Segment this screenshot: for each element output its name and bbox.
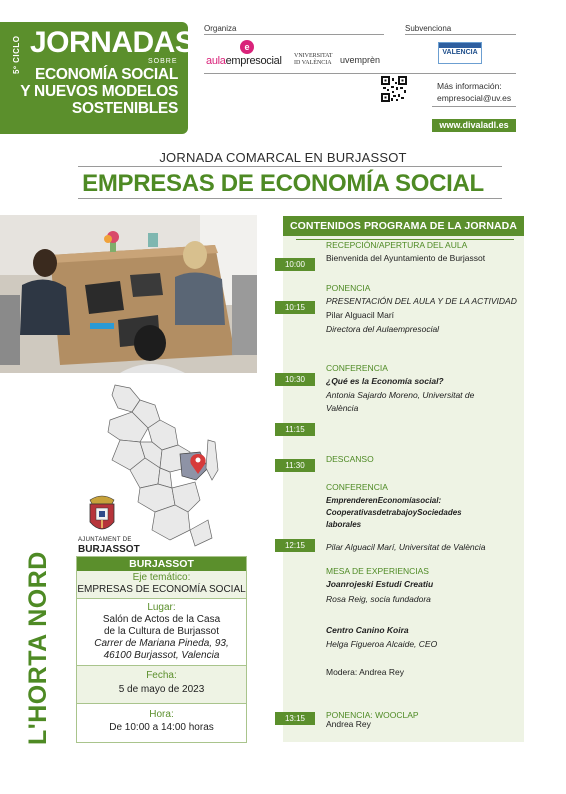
- contact-email[interactable]: empresocial@uv.es: [437, 93, 512, 103]
- session-text: Bienvenida del Ayuntamiento de Burjassot: [326, 253, 486, 263]
- session-text: Centro Canino Koira: [326, 625, 409, 635]
- session-title: CONFERENCIA: [326, 482, 388, 492]
- event-details-box: [76, 556, 247, 743]
- organiza-divider: [204, 34, 384, 35]
- subvenciona-divider: [405, 34, 516, 35]
- comarca-vertical-label: L'HORTA NORD: [24, 551, 52, 745]
- logo-line-3: SOSTENIBLES: [71, 100, 178, 117]
- session-title: DESCANSO: [326, 454, 374, 464]
- burjassot-crest-icon: [82, 492, 122, 537]
- aula-logo-text: aulaempresocial: [206, 55, 282, 67]
- title-divider-bottom: [78, 198, 502, 199]
- session-speaker: Pilar Alguacil Marí: [326, 310, 395, 320]
- logo-title: JORNADAS: [30, 26, 195, 59]
- website-link[interactable]: www.divaladl.es: [432, 119, 516, 132]
- time-badge: 11:30: [275, 459, 315, 472]
- session-speaker: València: [326, 403, 359, 413]
- eje-label: Eje temático:: [132, 572, 191, 583]
- session-text: Joanrojeski Estudi Creatiu: [326, 579, 434, 589]
- session-text: EmprenderenEconomíasocial:: [326, 496, 442, 505]
- session-speaker: Pilar Alguacil Marí, Universitat de València: [326, 542, 486, 552]
- hora-label: Hora:: [149, 709, 174, 720]
- fecha-value: 5 de mayo de 2023: [118, 684, 205, 695]
- logo-line-1: ECONOMÍA SOCIAL: [34, 66, 178, 83]
- ayuntamiento-name: BURJASSOT: [78, 544, 140, 555]
- time-badge: 10:15: [275, 301, 315, 314]
- session-title: MESA DE EXPERIENCIAS: [326, 566, 429, 576]
- jornada-subtitle: JORNADA COMARCAL EN BURJASSOT: [159, 150, 407, 165]
- lugar-line-3: Carrer de Mariana Pineda, 93,: [94, 638, 229, 649]
- session-speaker: Andrea Rey: [326, 719, 371, 729]
- eje-value: EMPRESAS DE ECONOMÍA SOCIAL: [77, 584, 246, 595]
- session-text: CooperativasdetrabajoySociedades: [326, 508, 462, 517]
- info-divider: [432, 106, 516, 107]
- logo-sobre: SOBRE: [148, 58, 178, 65]
- ayuntamiento-label: AJUNTAMENT DE: [78, 537, 132, 543]
- logo-subtitle: [0, 66, 178, 117]
- session-speaker: Rosa Reig, socia fundadora: [326, 594, 431, 604]
- fecha-label: Fecha:: [146, 670, 177, 681]
- organiza-label: Organiza: [204, 24, 237, 33]
- diputacion-valencia-logo: VALENCIA: [438, 42, 482, 64]
- session-speaker: Antonia Sajardo Moreno, Universitat de: [326, 390, 475, 400]
- lugar-line-2: de la Cultura de Burjassot: [103, 626, 220, 637]
- session-text: laborales: [326, 520, 362, 529]
- page-title: EMPRESAS DE ECONOMÍA SOCIAL: [82, 170, 484, 197]
- header-divider: [204, 73, 516, 74]
- time-badge: 12:15: [275, 539, 315, 552]
- event-location-header: BURJASSOT: [77, 557, 246, 571]
- title-divider-top: [78, 166, 502, 167]
- aula-e-icon: e: [240, 40, 254, 54]
- time-badge: 13:15: [275, 712, 315, 725]
- session-title: CONFERENCIA: [326, 363, 388, 373]
- session-title: RECEPCIÓN/APERTURA DEL AULA: [326, 240, 468, 250]
- meeting-photo: [0, 215, 257, 373]
- session-title: PONENCIA: WOOCLAP: [326, 710, 419, 720]
- lugar-label: Lugar:: [147, 602, 176, 613]
- logo-line-2: Y NUEVOS MODELOS: [20, 83, 178, 100]
- qr-code-icon: [381, 76, 407, 102]
- time-badge: 10:00: [275, 258, 315, 271]
- session-moderator: Modera: Andrea Rey: [326, 667, 404, 677]
- uv-logo: VNIVERSITAT ID VALÈNCIA: [294, 53, 333, 66]
- programme-header: CONTENIDOS PROGRAMA DE LA JORNADA: [283, 216, 524, 236]
- uvempren-logo: uvemprèn: [340, 55, 381, 65]
- session-title: PONENCIA: [326, 283, 371, 293]
- more-info-label: Más información:: [437, 81, 502, 91]
- session-text: PRESENTACIÓN DEL AULA Y DE LA ACTIVIDAD: [326, 296, 517, 306]
- time-badge: 11:15: [275, 423, 315, 436]
- lugar-line-1: Salón de Actos de la Casa: [102, 614, 221, 625]
- subvenciona-label: Subvenciona: [405, 24, 452, 33]
- aulaempresocial-logo: [206, 40, 288, 70]
- session-role: Directora del Aulaempresocial: [326, 324, 440, 334]
- lugar-line-4: 46100 Burjassot, Valencia: [103, 650, 220, 661]
- session-speaker: Helga Figueroa Alcaide, CEO: [326, 639, 438, 649]
- hora-value: De 10:00 a 14:00 horas: [109, 722, 214, 733]
- logo-cycle-text: 5º CICLO: [12, 35, 21, 74]
- jornadas-logo: [0, 22, 195, 134]
- time-badge: 10:30: [275, 373, 315, 386]
- session-text: ¿Qué es la Economía social?: [326, 376, 444, 386]
